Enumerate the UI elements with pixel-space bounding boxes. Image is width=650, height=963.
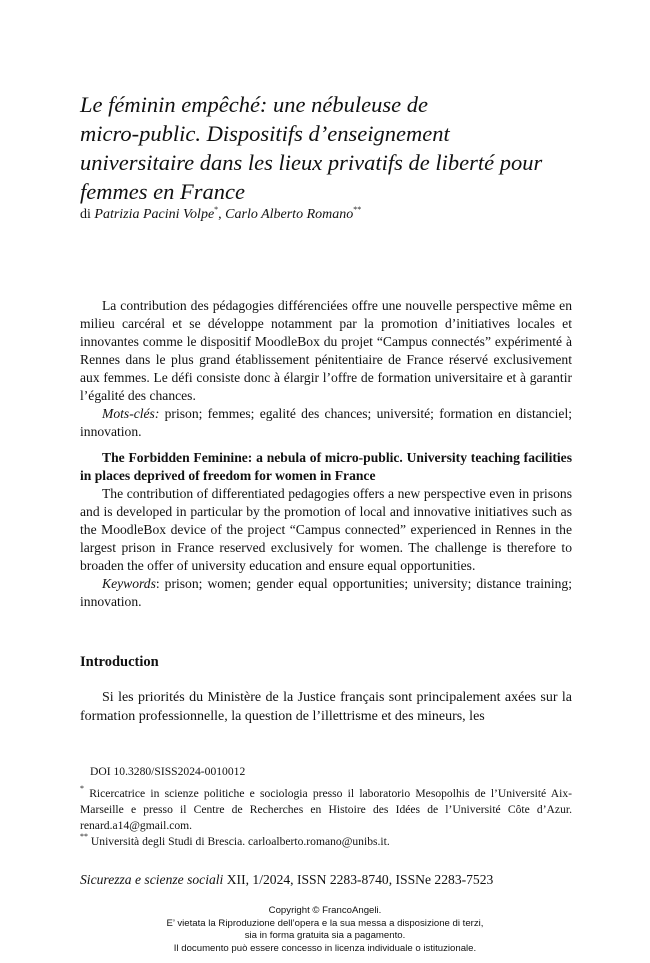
keywords-label: Keywords xyxy=(102,576,156,591)
copyright-line: sia in forma gratuita sia a pagamento. xyxy=(244,930,406,941)
abstract-french-keywords xyxy=(80,405,572,441)
title-line: universitaire dans les lieux privatifs de liberté pour xyxy=(80,150,543,175)
copyright-line: Il documento può essere concesso in licenza individuale o istituzionale. xyxy=(173,942,477,954)
keywords-text: prison; femmes; egalité des chances; université; formation en distanciel; innovation. xyxy=(80,406,572,439)
footnote-text: Università degli Studi di Brescia. carloalberto.romano@unibs.it. xyxy=(88,835,390,848)
abstract-english xyxy=(80,449,572,611)
keywords-text: : prison; women; gender equal opportunities; university; distance training; innovation. xyxy=(80,576,572,609)
journal-details: XII, 1/2024, ISSN 2283-8740, ISSNe 2283-7523 xyxy=(223,872,494,887)
title-line: micro-public. Dispositifs d’enseignement xyxy=(80,121,450,146)
title-line: Le féminin empêché: une nébuleuse de xyxy=(80,92,428,117)
author-name: Patrizia Pacini Volpe xyxy=(94,207,215,222)
abstract-french xyxy=(80,297,572,441)
copyright-line: Copyright © FrancoAngeli. xyxy=(268,905,382,916)
abstract-english-title: The Forbidden Feminine: a nebula of micro-public. University teaching facilities in places deprived of freedom for women in France xyxy=(80,450,572,483)
doi: DOI 10.3280/SISS2024-0010012 xyxy=(90,765,246,778)
section-heading: Introduction xyxy=(80,654,159,670)
article-title xyxy=(80,90,600,206)
author-byline xyxy=(80,205,361,223)
title-line: femmes en France xyxy=(80,179,245,204)
footnote-2 xyxy=(80,829,572,850)
footnote-1 xyxy=(80,781,572,834)
author-name: Carlo Alberto Romano xyxy=(225,207,354,222)
footnote-marker: * xyxy=(214,205,219,214)
byline-prefix: di xyxy=(80,207,91,222)
copyright-line: E’ vietata la Riproduzione dell’opera e la sua messa a disposizione di terzi, xyxy=(166,917,484,929)
keywords-label: Mots-clés: xyxy=(102,406,160,421)
footnote-marker: ** xyxy=(80,832,88,841)
abstract-french-text: La contribution des pédagogies différenciées offre une nouvelle perspective même en milieu carcéral et se développe notamment par la promotion d’initiatives locales et innovantes comme le dispositif MoodleBox du projet “Campus connectés” expérimenté à Rennes dans le plus grand établissement pénitentiaire de France réservé exclusivement aux femmes. Le défi consiste donc à élargir l’offre de formation universitaire et à garantir l’égalité des chances. xyxy=(80,298,572,403)
journal-name: Sicurezza e scienze sociali xyxy=(80,872,224,887)
introduction-body xyxy=(80,688,572,726)
abstract-english-keywords xyxy=(80,575,572,611)
copyright-notice xyxy=(0,905,650,955)
footnote-text: Ricercatrice in scienze politiche e sociologia presso il laboratorio Mesopolhis de l’Université Aix-Marseille e presso il Centre de Recherches en Histoire des Idées de l’Université Côte d’Azur. renard.a14@gmail.com. xyxy=(80,787,572,832)
footnote-marker: ** xyxy=(353,205,362,214)
abstract-english-text: The contribution of differentiated pedagogies offers a new perspective even in prisons and is developed in particular by the promotion of local and innovative initiatives such as the MoodleBox device of the project “Campus connected” experienced in Rennes in the largest prison in France reserved exclusively for women. The challenge is therefore to broaden the offer of university education and ensure equal opportunities. xyxy=(80,486,572,573)
footnote-marker: * xyxy=(80,784,84,793)
author-separator: , xyxy=(218,207,222,222)
journal-citation xyxy=(80,872,493,888)
introduction-text: Si les priorités du Ministère de la Justice français sont principalement axées sur la formation professionnelle, la question de l’illettrisme et des mineurs, les xyxy=(80,690,572,724)
